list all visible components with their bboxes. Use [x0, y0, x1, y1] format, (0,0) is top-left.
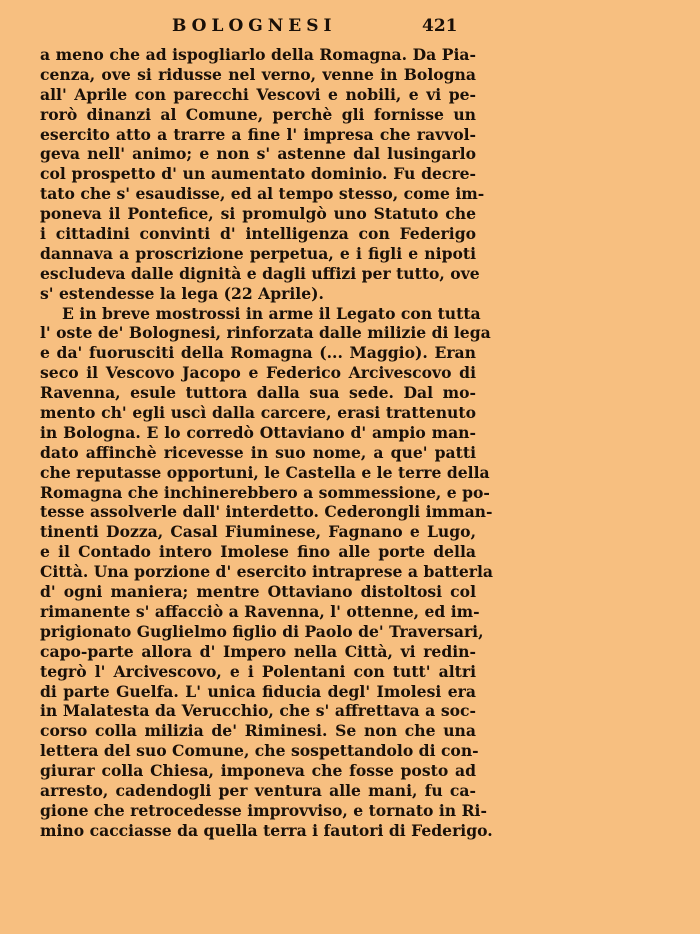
text-line: tesse assolverle dall' interdetto. Cederongli imman-: [40, 502, 493, 522]
text-line: lettera del suo Comune, che sospettandolo di con-: [40, 741, 479, 761]
text-line: prigionato Guglielmo figlio di Paolo de' Traversari,: [40, 621, 484, 641]
text-line: dato affinchè ricevesse in suo nome, a que' patti: [40, 442, 476, 462]
text-line: d' ogni maniera; mentre Ottaviano distoltosi col: [40, 582, 476, 602]
text-line: giurar colla Chiesa, imponeva che fosse posto ad: [40, 761, 476, 781]
running-head: BOLOGNESI: [172, 16, 337, 36]
paragraph-1: [40, 45, 485, 304]
text-line: dannava a proscrizione perpetua, e i figli e nipoti: [40, 243, 476, 263]
text-line: rimanente s' affacciò a Ravenna, l' ottenne, ed im-: [40, 601, 480, 621]
text-line: di parte Guelfa. L' unica fiducia degl' Imolesi era: [40, 681, 476, 701]
text-line: Ravenna, esule tuttora dalla sua sede. Dal mo-: [40, 383, 476, 403]
text-line: s' estendesse la lega (22 Aprile).: [40, 283, 324, 303]
text-line: in Malatesta da Verucchio, che s' affrettava a soc-: [40, 701, 476, 721]
text-line: tinenti Dozza, Casal Fiuminese, Fagnano e Lugo,: [40, 522, 476, 542]
text-line: Città. Una porzione d' esercito intraprese a batterla: [40, 562, 494, 582]
text-line: Romagna che inchinerebbero a sommessione, e po-: [40, 482, 490, 502]
text-line: all' Aprile con parecchi Vescovi e nobili, e vi pe-: [40, 84, 476, 104]
text-line: geva nell' animo; e non s' astenne dal lusingarlo: [40, 144, 476, 164]
text-line: rorò dinanzi al Comune, perchè gli fornisse un: [40, 104, 476, 124]
text-line: mento ch' egli uscì dalla carcere, erasi trattenuto: [40, 403, 476, 423]
text-line: e da' fuorusciti della Romagna (... Maggio). Eran: [40, 343, 476, 363]
text-line: l' oste de' Bolognesi, rinforzata dalle milizie di lega: [40, 323, 491, 343]
text-line: capo-parte allora d' Impero nella Città, vi redin-: [40, 641, 476, 661]
text-line: poneva il Pontefice, si promulgò uno Statuto che: [40, 204, 476, 224]
paragraph-2: [40, 303, 494, 841]
text-line: tegrò l' Arcivescovo, e i Polentani con tutt' altri: [40, 661, 476, 681]
text-line: i cittadini convinti d' intelligenza con Federigo: [40, 224, 476, 244]
text-line: che reputasse opportuni, le Castella e le terre della: [40, 462, 490, 482]
text-line: mino cacciasse da quella terra i fautori di Federigo.: [40, 820, 493, 840]
text-line: gione che retrocedesse improvviso, e tornato in Ri-: [40, 800, 487, 820]
body-text: [40, 45, 494, 841]
text-line: in Bologna. E lo corredò Ottaviano d' ampio man-: [40, 422, 476, 442]
text-line: esercito atto a trarre a fine l' impresa che ravvol-: [40, 124, 476, 144]
text-line: tato che s' esaudisse, ed al tempo stesso, come im-: [40, 184, 485, 204]
text-line: col prospetto d' un aumentato dominio. Fu decre-: [40, 164, 476, 184]
text-line: escludeva dalle dignità e dagli uffizi per tutto, ove: [40, 263, 480, 283]
text-line: E in breve mostrossi in arme il Legato con tutta: [62, 303, 481, 323]
text-line: arresto, cadendogli per ventura alle mani, fu ca-: [40, 780, 476, 800]
text-line: cenza, ove si ridusse nel verno, venne in Bologna: [40, 64, 476, 84]
text-line: corso colla milizia de' Riminesi. Se non che una: [40, 721, 476, 741]
text-line: e il Contado intero Imolese fino alle porte della: [40, 542, 476, 562]
page-number: 421: [422, 16, 458, 36]
text-line: a meno che ad ispogliarlo della Romagna. Da Pia-: [40, 45, 476, 64]
text-line: seco il Vescovo Jacopo e Federico Arcivescovo di: [40, 363, 476, 383]
